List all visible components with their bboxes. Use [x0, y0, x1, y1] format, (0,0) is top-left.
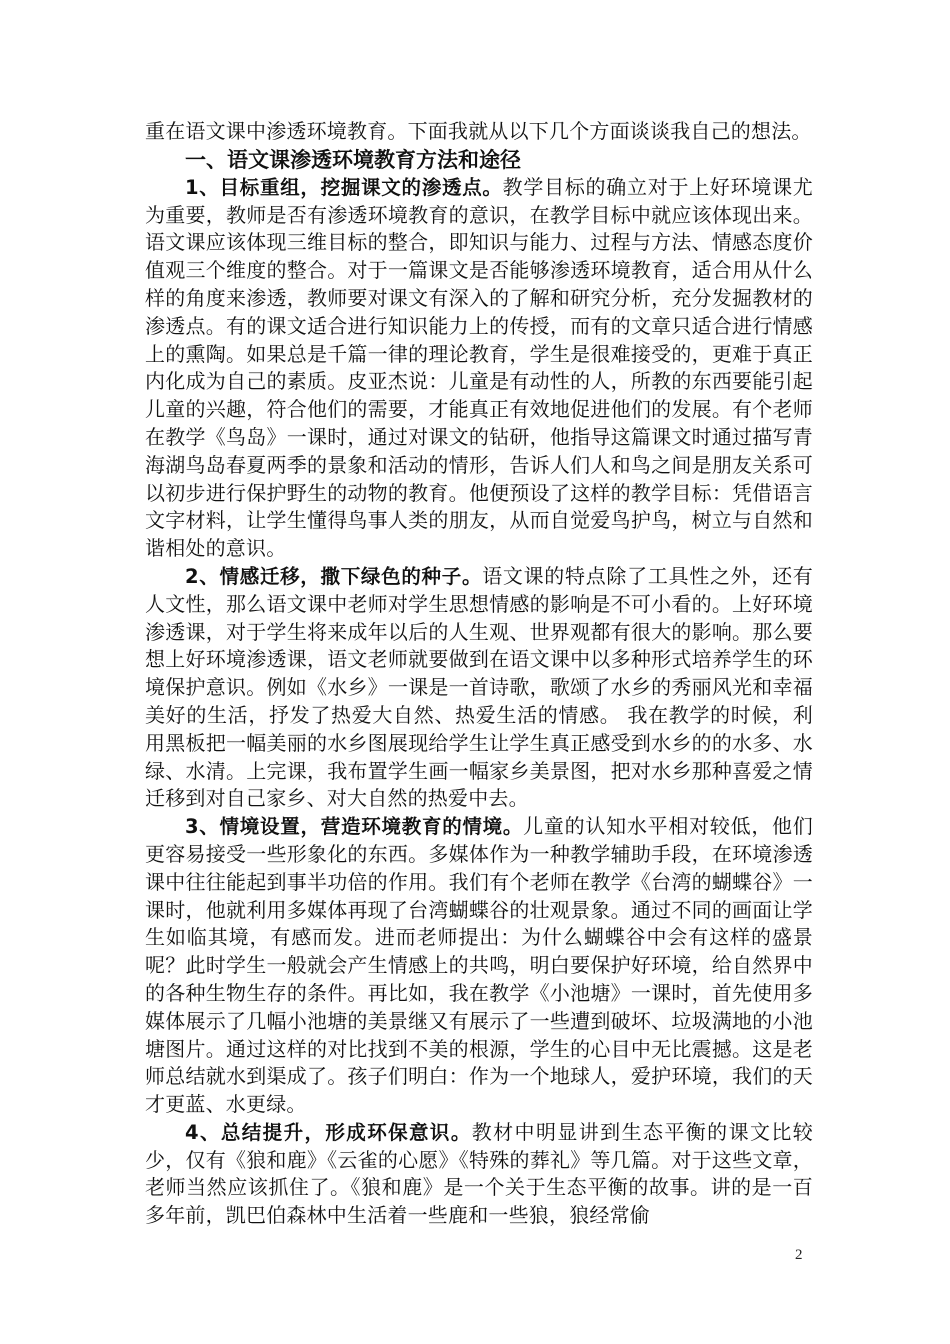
point-1-body: 教学目标的确立对于上好环境课尤为重要，教师是否有渗透环境教育的意识，在教学目标中就应该体现出来。语文课应该体现三维目标的整合，即知识与能力、过程与方法、情感态度价值观三个维度的整合。对于一篇课文是否能够渗透环境教育，适合用从什么样的角度来渗透，教师要对课文有深入的了解和研究分析，充分发掘教材的渗透点。有的课文适合进行知识能力上的传授，而有的文章只适合进行情感上的熏陶。如果总是千篇一律的理论教育，学生是很难接受的，更难于真正内化成为自己的素质。皮亚杰说：儿童是有动性的人，所教的东西要能引起儿童的兴趣，符合他们的需要，才能真正有效地促进他们的发展。有个老师在教学《鸟岛》一课时，通过对课文的钻研，他指导这篇课文时通过描写青海湖鸟岛春夏两季的景象和活动的情形，告诉人们人和鸟之间是朋友关系可以初步进行保护野生的动物的教育。他便预设了这样的教学目标：凭借语言文字材料，让学生懂得鸟事人类的朋友，从而自觉爱鸟护鸟，树立与自然和谐相处的意识。: [145, 174, 813, 561]
point-3-paragraph: [145, 813, 813, 1119]
point-3-title: 3、情境设置，营造环境教育的情境。: [185, 815, 524, 839]
point-3-body: 儿童的认知水平相对较低，他们更容易接受一些形象化的东西。多媒体作为一种教学辅助手段，在环境渗透课中往往能起到事半功倍的作用。我们有个老师在教学《台湾的蝴蝶谷》一课时，他就利用多媒体再现了台湾蝴蝶谷的壮观景象。通过不同的画面让学生如临其境，有感而发。进而老师提出：为什么蝴蝶谷中会有这样的盛景呢？此时学生一般就会产生情感上的共鸣，明白要保护好环境，给自然界中的各种生物生存的条件。再比如，我在教学《小池塘》一课时，首先使用多媒体展示了几幅小池塘的美景继又有展示了一些遭到破坏、垃圾满地的小池塘图片。通过这样的对比找到不美的根源，学生的心目中无比震撼。这是老师总结就水到渠成了。孩子们明白：作为一个地球人，爱护环境，我们的天才更蓝、水更绿。: [145, 814, 813, 1117]
point-2-paragraph: [145, 563, 813, 813]
document-page: [145, 118, 813, 1230]
point-2-title: 2、情感迁移，撒下绿色的种子。: [185, 564, 483, 588]
section-heading: 一、语文课渗透环境教育方法和途径: [185, 147, 521, 172]
page-number: 2: [795, 1247, 803, 1263]
point-1-paragraph: [145, 174, 813, 563]
point-4-paragraph: [145, 1119, 813, 1230]
intro-paragraph: 重在语文课中渗透环境教育。下面我就从以下几个方面谈谈我自己的想法。: [145, 119, 812, 143]
point-2-body: 语文课的特点除了工具性之外，还有人文性，那么语文课中老师对学生思想情感的影响是不可小看的。上好环境渗透课，对于学生将来成年以后的人生观、世界观都有很大的影响。那么要想上好环境渗透课，语文老师就要做到在语文课中以多种形式培养学生的环境保护意识。例如《水乡》一课是一首诗歌，歌颂了水乡的秀丽风光和幸福美好的生活，抒发了热爱大自然、热爱生活的情感。 我在教学的时候，利用黑板把一幅美丽的水乡图展现给学生让学生真正感受到水乡的的水多、水绿、水清。上完课，我布置学生画一幅家乡美景图，把对水乡那种喜爱之情迁移到对自己家乡、对大自然的热爱中去。: [145, 563, 813, 811]
point-4-title: 4、总结提升，形成环保意识。: [185, 1120, 472, 1144]
point-4-body: 教材中明显讲到生态平衡的课文比较少，仅有《狼和鹿》《云雀的心愿》《特殊的葬礼》等几篇。对于这些文章，老师当然应该抓住了。《狼和鹿》是一个关于生态平衡的故事。讲的是一百多年前，凯巴伯森林中生活着一些鹿和一些狼，狼经常偷: [145, 1119, 813, 1228]
point-1-title: 1、目标重组，挖掘课文的渗透点。: [185, 175, 503, 199]
